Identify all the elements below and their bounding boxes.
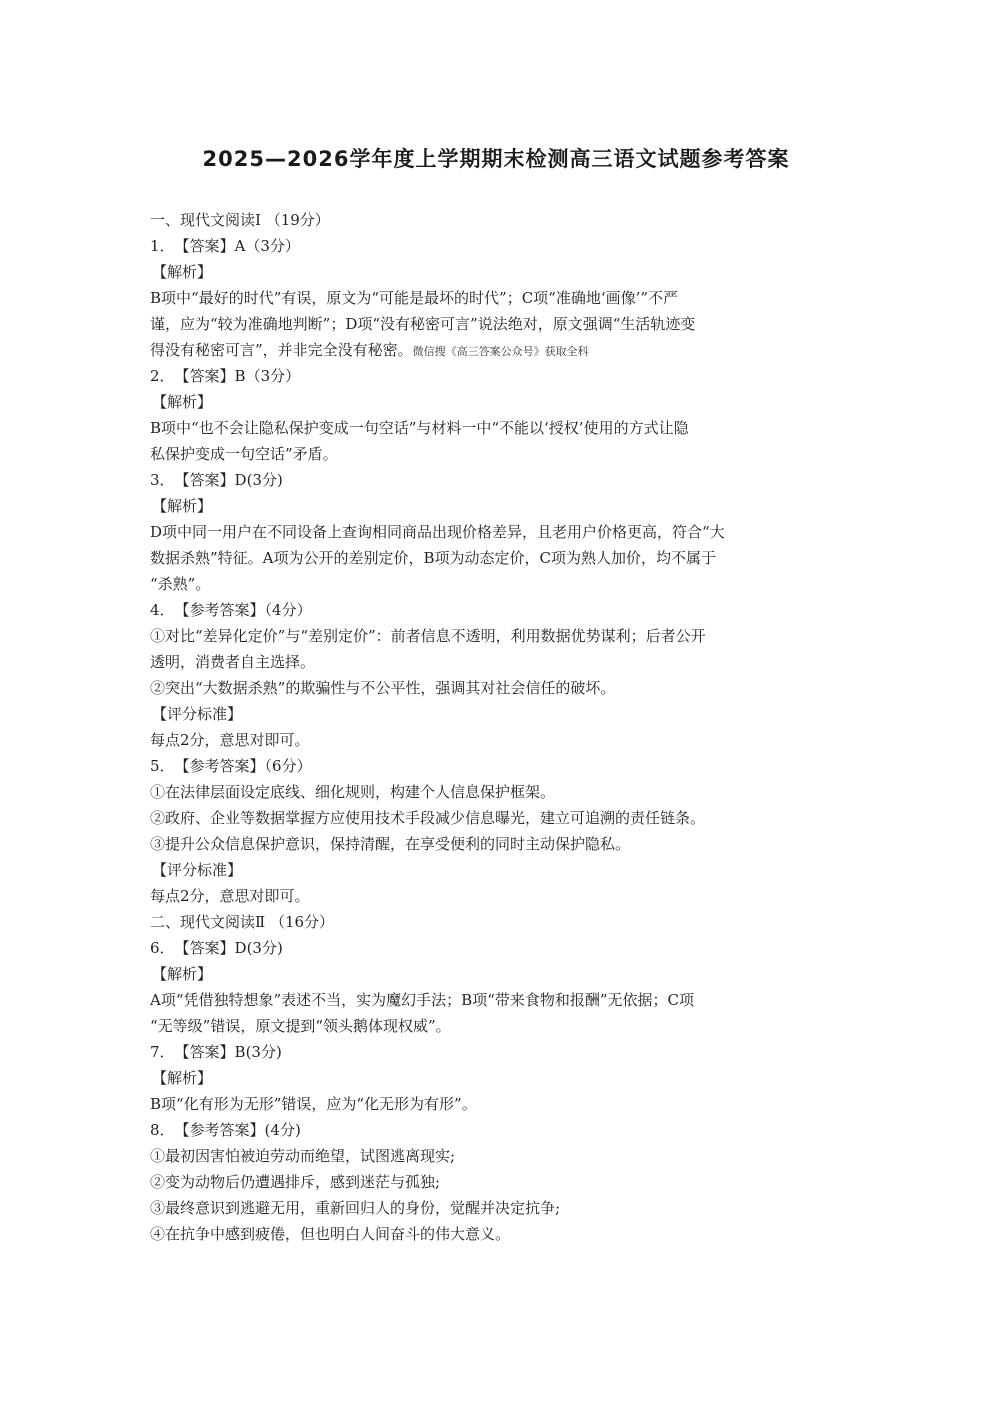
section-heading [150, 207, 850, 233]
line-text: ②突出“大数据杀熟”的欺骗性与不公平性，强调其对社会信任的破坏。 [150, 679, 616, 697]
line-text: 【解析】 [152, 965, 213, 983]
line-text: 3． 【答案】D(3分) [150, 471, 283, 489]
line-text: B项中“也不会让隐私保护变成一句空话”与材料一中“不能以‘授权’使用的方式让隐 [150, 419, 689, 437]
line-text: 私保护变成一句空话”矛盾。 [150, 445, 338, 463]
body-line [150, 1091, 850, 1117]
analysis-tag [150, 1065, 850, 1091]
body-line [150, 441, 850, 467]
line-text: “杀熟”。 [150, 575, 211, 593]
body-line [150, 649, 850, 675]
body-line [150, 1143, 850, 1169]
answer-line [150, 1117, 850, 1143]
answer-line [150, 363, 850, 389]
body-line [150, 1195, 850, 1221]
line-text: ①在法律层面设定底线、细化规则，构建个人信息保护框架。 [150, 783, 556, 801]
line-text: 4． 【参考答案】（4分） [150, 601, 312, 619]
body-line [150, 831, 850, 857]
body-line [150, 675, 850, 701]
line-text: 一、现代文阅读Ⅰ （19分） [150, 211, 330, 229]
body-line [150, 571, 850, 597]
answer-line [150, 467, 850, 493]
line-text: 【解析】 [152, 497, 213, 515]
line-text: ③最终意识到逃避无用，重新回归人的身份，觉醒并决定抗争; [150, 1199, 561, 1217]
body-line [150, 285, 850, 311]
line-text: 数据杀熟”特征。A项为公开的差别定价，B项为动态定价，C项为熟人加价，均不属于 [150, 549, 717, 567]
line-text: 【解析】 [152, 263, 213, 281]
watermark-note: 微信搜《高三答案公众号》获取全科 [412, 345, 589, 358]
line-text: 每点2分，意思对即可。 [150, 731, 310, 749]
section-heading [150, 909, 850, 935]
body-line [150, 337, 850, 363]
body-line [150, 545, 850, 571]
answer-line [150, 233, 850, 259]
line-text: D项中同一用户在不同设备上查询相同商品出现价格差异，且老用户价格更高，符合“大 [150, 523, 725, 541]
line-text: 8． 【参考答案】(4分) [150, 1121, 301, 1139]
line-text: ③提升公众信息保护意识，保持清醒，在享受便利的同时主动保护隐私。 [150, 835, 631, 853]
page-title: 2025—2026学年度上学期期末检测高三语文试题参考答案 [202, 147, 790, 171]
analysis-tag [150, 259, 850, 285]
analysis-tag [150, 493, 850, 519]
answer-line [150, 597, 850, 623]
line-text: 透明，消费者自主选择。 [150, 653, 316, 671]
body-line [150, 883, 850, 909]
analysis-tag [150, 857, 850, 883]
line-text: 【评分标准】 [152, 861, 243, 879]
line-text: 得没有秘密可言”，并非完全没有秘密。 [150, 341, 413, 359]
line-text: “无等级”错误，原文提到“领头鹅体现权威”。 [150, 1017, 451, 1035]
answer-line [150, 935, 850, 961]
line-text: 2． 【答案】B（3分） [150, 367, 301, 385]
body-line [150, 1221, 850, 1247]
line-text: 7． 【答案】B(3分) [150, 1043, 282, 1061]
line-text: ①对比“差异化定价”与“差别定价”：前者信息不透明，利用数据优势谋利；后者公开 [150, 627, 706, 645]
line-text: ①最初因害怕被迫劳动而绝望，试图逃离现实; [150, 1147, 456, 1165]
line-text: 谨，应为“较为准确地判断”；D项“没有秘密可言”说法绝对，原文强调“生活轨迹变 [150, 315, 696, 333]
body-line [150, 623, 850, 649]
line-text: A项“凭借独特想象”表述不当，实为魔幻手法；B项“带来食物和报酬”无依据；C项 [150, 991, 695, 1009]
body-line [150, 727, 850, 753]
line-text: 6． 【答案】D(3分) [150, 939, 283, 957]
body-line [150, 805, 850, 831]
line-text: ②政府、企业等数据掌握方应使用技术手段减少信息曝光，建立可追溯的责任链条。 [150, 809, 706, 827]
line-text: ④在抗争中感到疲倦，但也明白人间奋斗的伟大意义。 [150, 1225, 511, 1243]
answer-line [150, 1039, 850, 1065]
line-text: ②变为动物后仍遭遇排斥，感到迷茫与孤独; [150, 1173, 441, 1191]
answer-body [150, 207, 850, 1247]
line-text: 【解析】 [152, 1069, 213, 1087]
body-line [150, 519, 850, 545]
body-line [150, 311, 850, 337]
line-text: B项中“最好的时代”有误，原文为“可能是最坏的时代”；C项“准确地‘画像’”不严 [150, 289, 679, 307]
line-text: 【评分标准】 [152, 705, 243, 723]
analysis-tag [150, 389, 850, 415]
line-text: 二、现代文阅读Ⅱ （16分） [150, 913, 335, 931]
line-text: 【解析】 [152, 393, 213, 411]
body-line [150, 415, 850, 441]
body-line [150, 1169, 850, 1195]
line-text: 每点2分，意思对即可。 [150, 887, 310, 905]
analysis-tag [150, 961, 850, 987]
body-line [150, 1013, 850, 1039]
line-text: B项“化有形为无形”错误，应为“化无形为有形”。 [150, 1095, 477, 1113]
body-line [150, 987, 850, 1013]
line-text: 5． 【参考答案】（6分） [150, 757, 312, 775]
body-line [150, 779, 850, 805]
line-text: 1． 【答案】A（3分） [150, 237, 300, 255]
analysis-tag [150, 701, 850, 727]
answer-line [150, 753, 850, 779]
